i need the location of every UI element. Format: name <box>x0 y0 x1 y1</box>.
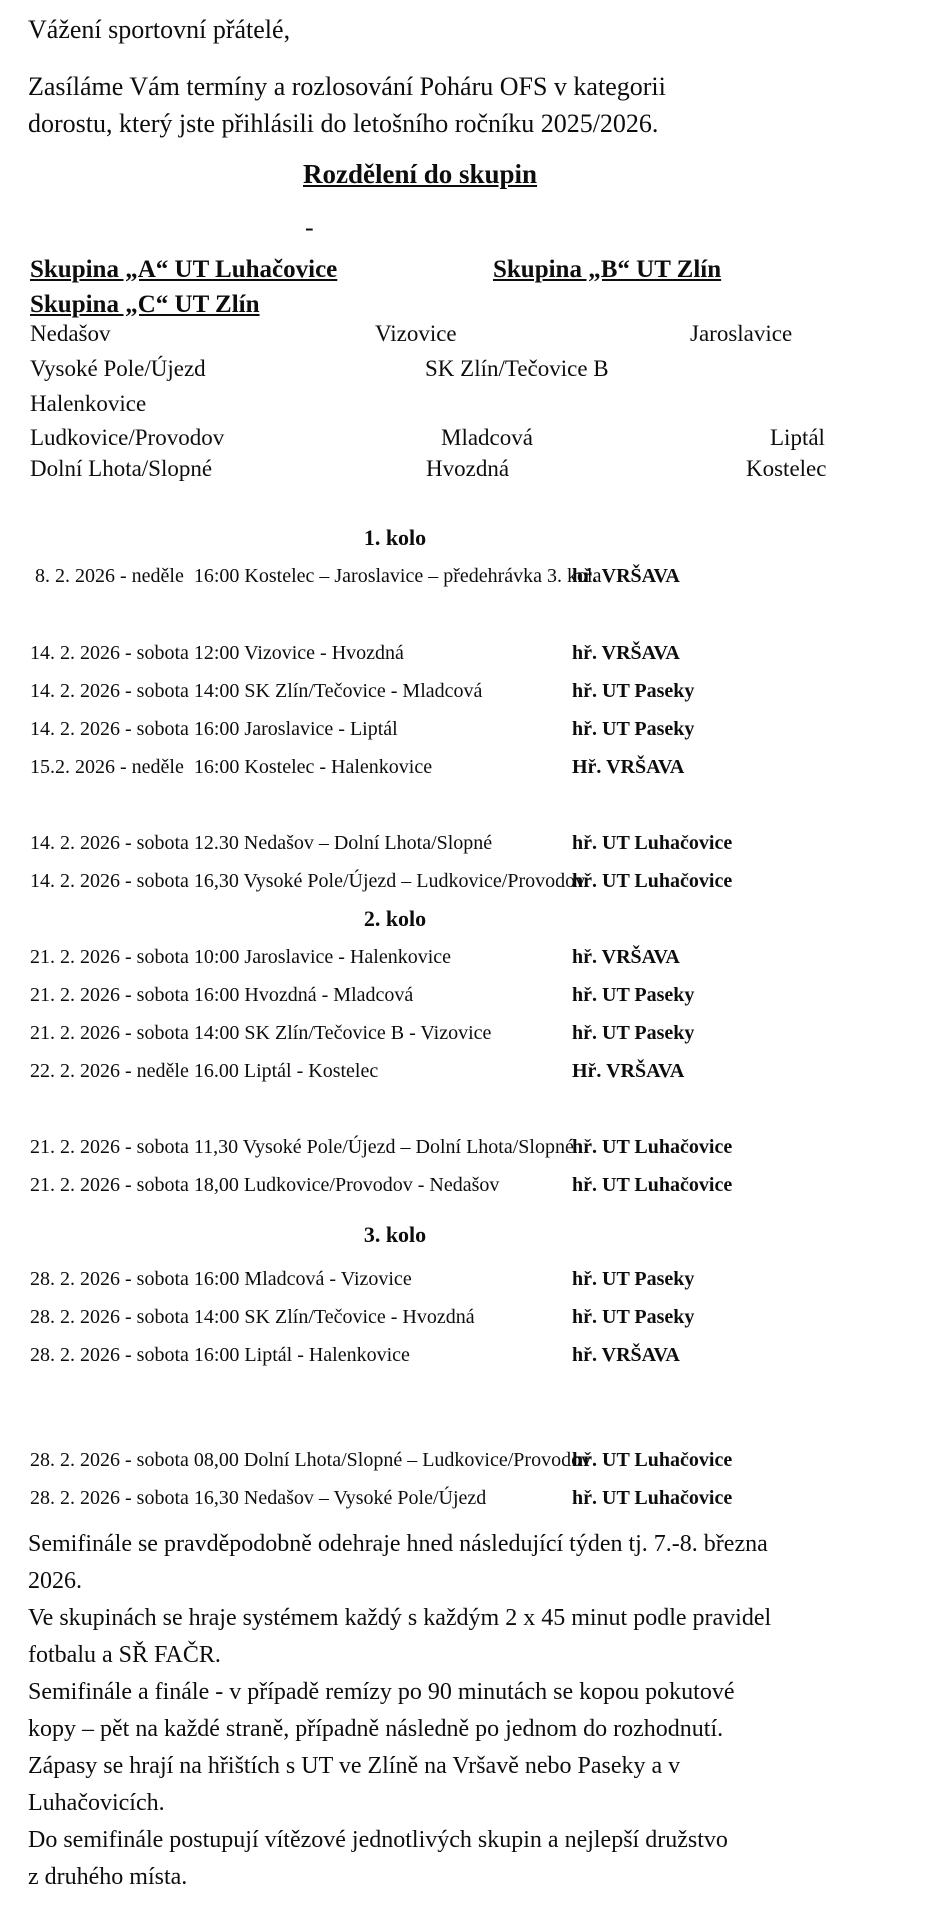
section-title: Rozdělení do skupin <box>303 159 538 189</box>
intro-line: Zasíláme Vám termíny a rozlosování Poháru OFS v kategorii <box>28 72 666 101</box>
closing-line: Semifinále a finále - v případě remízy po 90 minutách se kopou pokutové <box>28 1679 735 1705</box>
venue-label: hř. VRŠAVA <box>572 642 680 664</box>
match-row: 14. 2. 2026 - sobota 16:00 Jaroslavice - Liptál <box>30 718 398 740</box>
match-row: 14. 2. 2026 - sobota 12:00 Vizovice - Hvozdná <box>30 642 404 664</box>
team-name: Hvozdná <box>426 456 510 481</box>
closing-line: Do semifinále postupují vítězové jednotlivých skupin a nejlepší družstvo <box>28 1827 728 1853</box>
venue-label: hř. UT Paseky <box>572 718 695 740</box>
group-a-header: Skupina „A“ UT Luhačovice <box>30 256 338 283</box>
venue-label: hř. UT Luhačovice <box>572 1174 733 1196</box>
closing-line: Ve skupinách se hraje systémem každý s každým 2 x 45 minut podle pravidel <box>28 1605 772 1631</box>
match-row: 21. 2. 2026 - sobota 14:00 SK Zlín/Tečovice B - Vizovice <box>30 1022 492 1044</box>
venue-label: hř. UT Luhačovice <box>572 1487 733 1509</box>
round-3-title: 3. kolo <box>363 1222 427 1247</box>
team-name: SK Zlín/Tečovice B <box>425 356 609 381</box>
dash-separator: - <box>305 213 314 242</box>
team-name: Liptál <box>770 425 825 450</box>
team-name: Dolní Lhota/Slopné <box>30 456 213 481</box>
venue-label: hř. UT Luhačovice <box>572 870 733 892</box>
round-1-title: 1. kolo <box>363 525 427 550</box>
closing-line: z druhého místa. <box>28 1864 188 1890</box>
match-row: 22. 2. 2026 - neděle 16.00 Liptál - Kostelec <box>30 1060 379 1082</box>
group-b-header: Skupina „B“ UT Zlín <box>493 256 722 283</box>
match-row: 8. 2. 2026 - neděle 16:00 Kostelec – Jaroslavice – předehrávka 3. kola <box>35 565 602 587</box>
match-row: 21. 2. 2026 - sobota 18,00 Ludkovice/Provodov - Nedašov <box>30 1174 500 1196</box>
match-row: 28. 2. 2026 - sobota 16:00 Mladcová - Vizovice <box>30 1268 412 1290</box>
team-name: Mladcová <box>441 425 533 450</box>
venue-label: hř. UT Paseky <box>572 984 695 1006</box>
team-name: Halenkovice <box>30 391 147 416</box>
venue-label: hř. VRŠAVA <box>572 946 680 968</box>
match-row: 28. 2. 2026 - sobota 14:00 SK Zlín/Tečovice - Hvozdná <box>30 1306 475 1328</box>
venue-label: Hř. VRŠAVA <box>572 756 685 778</box>
match-row: 28. 2. 2026 - sobota 16:00 Liptál - Halenkovice <box>30 1344 410 1366</box>
closing-line: Luhačovicích. <box>28 1790 165 1816</box>
team-name: Jaroslavice <box>690 321 793 346</box>
closing-line: fotbalu a SŘ FAČR. <box>28 1642 221 1668</box>
group-c-header: Skupina „C“ UT Zlín <box>30 291 260 318</box>
match-row: 28. 2. 2026 - sobota 08,00 Dolní Lhota/Slopné – Ludkovice/Provodov <box>30 1449 592 1471</box>
venue-label: hř. VRŠAVA <box>572 1344 680 1366</box>
venue-label: hř. UT Luhačovice <box>572 1136 733 1158</box>
team-name: Ludkovice/Provodov <box>30 425 225 450</box>
match-row: 21. 2. 2026 - sobota 16:00 Hvozdná - Mladcová <box>30 984 414 1006</box>
closing-line: Semifinále se pravděpodobně odehraje hned následující týden tj. 7.-8. března <box>28 1531 768 1557</box>
match-row: 15.2. 2026 - neděle 16:00 Kostelec - Halenkovice <box>30 756 433 778</box>
venue-label: hř. UT Paseky <box>572 1306 695 1328</box>
closing-line: kopy – pět na každé straně, případně následně po jednom do rozhodnutí. <box>28 1716 724 1742</box>
match-row: 14. 2. 2026 - sobota 14:00 SK Zlín/Tečovice - Mladcová <box>30 680 483 702</box>
greeting-line: Vážení sportovní přátelé, <box>28 15 291 44</box>
venue-label: hř. UT Paseky <box>572 1268 695 1290</box>
closing-line: Zápasy se hrají na hřištích s UT ve Zlíně na Vršavě nebo Paseky a v <box>28 1753 681 1779</box>
venue-label: hř. UT Paseky <box>572 1022 695 1044</box>
intro-line: dorostu, který jste přihlásili do letošního ročníku 2025/2026. <box>28 109 659 138</box>
match-row: 21. 2. 2026 - sobota 11,30 Vysoké Pole/Újezd – Dolní Lhota/Slopné <box>30 1136 574 1158</box>
team-name: Vysoké Pole/Újezd <box>30 356 206 381</box>
match-row: 28. 2. 2026 - sobota 16,30 Nedašov – Vysoké Pole/Újezd <box>30 1487 487 1509</box>
venue-label: hř. UT Luhačovice <box>572 1449 733 1471</box>
venue-label: Hř. VRŠAVA <box>572 1060 685 1082</box>
closing-line: 2026. <box>28 1568 82 1594</box>
venue-label: hř. VRŠAVA <box>572 565 680 587</box>
match-row: 21. 2. 2026 - sobota 10:00 Jaroslavice - Halenkovice <box>30 946 452 968</box>
match-row: 14. 2. 2026 - sobota 12.30 Nedašov – Dolní Lhota/Slopné <box>30 832 493 854</box>
venue-label: hř. UT Paseky <box>572 680 695 702</box>
match-row: 14. 2. 2026 - sobota 16,30 Vysoké Pole/Újezd – Ludkovice/Provodov <box>30 870 586 892</box>
team-name: Nedašov <box>30 321 111 346</box>
venue-label: hř. UT Luhačovice <box>572 832 733 854</box>
team-name: Vizovice <box>375 321 457 346</box>
team-name: Kostelec <box>746 456 827 481</box>
round-2-title: 2. kolo <box>363 906 427 931</box>
